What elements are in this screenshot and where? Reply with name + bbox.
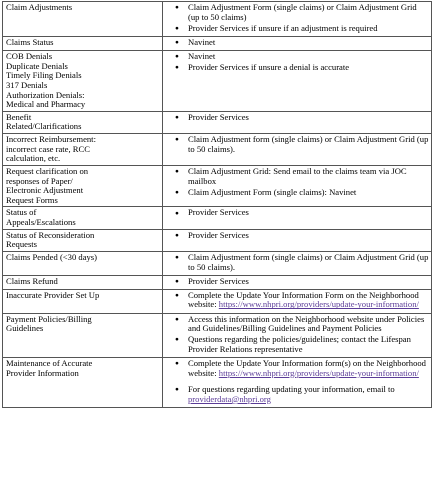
hyperlink[interactable]: https://www.nhpri.org/providers/update-your-information/	[218, 299, 419, 310]
topic-line: Benefit	[6, 111, 32, 122]
bullet-item	[188, 135, 429, 154]
topic-cell	[3, 165, 163, 207]
bullet-text: Access this information on the Neighborhood website under Policies and Guidelines/Billing Guidelines and Payment Policies	[188, 313, 425, 334]
topic-cell	[3, 134, 163, 166]
topic-line: responses of Paper/	[6, 175, 73, 186]
topic-line: calculation, etc.	[6, 153, 61, 164]
bullet-list	[166, 208, 429, 218]
bullet-text: Claim Adjustment form (single claims) or Claim Adjustment Grid (up to 50 claims).	[188, 251, 429, 272]
bullet-list	[166, 135, 429, 154]
table-row	[3, 165, 432, 207]
bullet-item	[188, 231, 429, 241]
bullet-item	[188, 359, 429, 378]
bullet-item	[188, 63, 429, 73]
topic-line: Status of	[6, 207, 37, 218]
bullet-text: Claim Adjustment Form (single claims) or Claim Adjustment Grid (up to 50 claims)	[188, 2, 417, 22]
topic-line: Timely Filing Denials	[6, 70, 82, 81]
topic-cell	[3, 36, 163, 50]
bullet-list	[166, 315, 429, 355]
bullet-list	[166, 291, 429, 310]
bullet-item	[188, 24, 429, 34]
bullet-item	[188, 208, 429, 218]
bullet-item	[188, 291, 429, 310]
table-row	[3, 275, 432, 289]
table-body	[3, 2, 432, 408]
bullet-text: Provider Services if unsure a denial is accurate	[188, 62, 350, 73]
bullet-item	[188, 385, 429, 404]
topic-cell	[3, 229, 163, 251]
bullet-text: Provider Services	[188, 229, 249, 240]
table-row	[3, 207, 432, 229]
bullet-text: Navinet	[188, 36, 216, 47]
bullet-text: Questions regarding the policies/guidelines; contact the Lifespan Provider Relations representative	[188, 334, 411, 354]
topic-cell	[3, 313, 163, 358]
contact-cell	[163, 36, 432, 50]
contact-cell	[163, 165, 432, 207]
bullet-item	[188, 52, 429, 62]
topic-cell	[3, 207, 163, 229]
topic-line: incorrect case rate, RCC	[6, 143, 90, 154]
topic-line: Claims Refund	[6, 275, 58, 286]
topic-cell	[3, 51, 163, 112]
contact-cell	[163, 289, 432, 313]
bullet-item	[188, 3, 429, 22]
topic-cell	[3, 111, 163, 133]
topic-line: Duplicate Denials	[6, 60, 68, 71]
hyperlink[interactable]: https://www.nhpri.org/providers/update-your-information/	[218, 367, 419, 378]
bullet-text: Complete the Update Your Information form(s) on the Neighborhood website:	[188, 358, 426, 378]
bullet-text: Claim Adjustment Grid: Send email to the claims team via JOC mailbox	[188, 165, 407, 186]
table-row	[3, 51, 432, 112]
contact-cell	[163, 134, 432, 166]
table-row	[3, 36, 432, 50]
table-row	[3, 251, 432, 275]
contact-cell	[163, 229, 432, 251]
contact-cell	[163, 51, 432, 112]
bullet-list	[166, 253, 429, 272]
topic-line: Incorrect Reimbursement:	[6, 134, 96, 144]
topic-line: Provider Information	[6, 367, 79, 378]
bullet-item	[188, 277, 429, 287]
contact-cell	[163, 313, 432, 358]
bullet-list	[166, 52, 429, 73]
claims-contact-table	[2, 1, 432, 408]
contact-cell	[163, 358, 432, 408]
bullet-text: Navinet	[188, 51, 216, 61]
bullet-item	[188, 113, 429, 123]
topic-line: Medical and Pharmacy	[6, 99, 86, 110]
bullet-text: Provider Services	[188, 275, 249, 286]
topic-line: Requests	[6, 239, 38, 250]
contact-cell	[163, 111, 432, 133]
topic-line: 317 Denials	[6, 79, 48, 90]
bullet-text: Claim Adjustment Form (single claims): Navinet	[188, 186, 357, 197]
table-row	[3, 229, 432, 251]
bullet-item	[188, 253, 429, 272]
table-row	[3, 358, 432, 408]
bullet-text: Claim Adjustment form (single claims) or Claim Adjustment Grid (up to 50 claims).	[188, 134, 429, 154]
table-row	[3, 111, 432, 133]
topic-line: Claims Pended (<30 days)	[6, 251, 98, 262]
bullet-item	[188, 188, 429, 198]
bullet-item	[188, 167, 429, 186]
contact-cell	[163, 251, 432, 275]
bullet-text: For questions regarding updating your information, email to	[188, 384, 395, 395]
topic-line: Authorization Denials:	[6, 89, 85, 100]
topic-line: Maintenance of Accurate	[6, 358, 93, 368]
bullet-list	[166, 3, 429, 33]
topic-line: Claim Adjustments	[6, 2, 73, 12]
topic-cell	[3, 358, 163, 408]
bullet-list	[166, 113, 429, 123]
contact-cell	[163, 275, 432, 289]
table-row	[3, 313, 432, 358]
bullet-text: Provider Services	[188, 111, 249, 122]
bullet-item	[188, 38, 429, 48]
bullet-text: Complete the Update Your Information Form on the Neighborhood website:	[188, 289, 419, 310]
bullet-item	[188, 315, 429, 334]
table-row	[3, 2, 432, 37]
topic-line: Guidelines	[6, 323, 44, 334]
contact-cell	[163, 207, 432, 229]
topic-line: Request clarification on	[6, 165, 89, 176]
topic-cell	[3, 275, 163, 289]
topic-line: Payment Policies/Billing	[6, 313, 92, 324]
topic-line: Inaccurate Provider Set Up	[6, 289, 100, 300]
bullet-list	[166, 359, 429, 405]
topic-line: Claims Status	[6, 36, 54, 47]
topic-cell	[3, 2, 163, 37]
topic-line: Electronic Adjustment	[6, 185, 84, 196]
topic-line: Related/Clarifications	[6, 121, 82, 132]
bullet-text: Provider Services	[188, 207, 249, 218]
topic-line: Request Forms	[6, 194, 58, 205]
contact-cell	[163, 2, 432, 37]
table-row	[3, 134, 432, 166]
table-row	[3, 289, 432, 313]
topic-cell	[3, 289, 163, 313]
bullet-list	[166, 231, 429, 241]
hyperlink[interactable]: providerdata@nhpri.org	[188, 393, 271, 404]
topic-cell	[3, 251, 163, 275]
topic-line: Appeals/Escalations	[6, 217, 76, 227]
topic-line: Status of Reconsideration	[6, 229, 95, 240]
bullet-text: Provider Services if unsure if an adjustment is required	[188, 22, 378, 33]
bullet-list	[166, 277, 429, 287]
topic-line: COB Denials	[6, 51, 53, 61]
bullet-item	[188, 335, 429, 354]
bullet-list	[166, 38, 429, 48]
bullet-list	[166, 167, 429, 197]
